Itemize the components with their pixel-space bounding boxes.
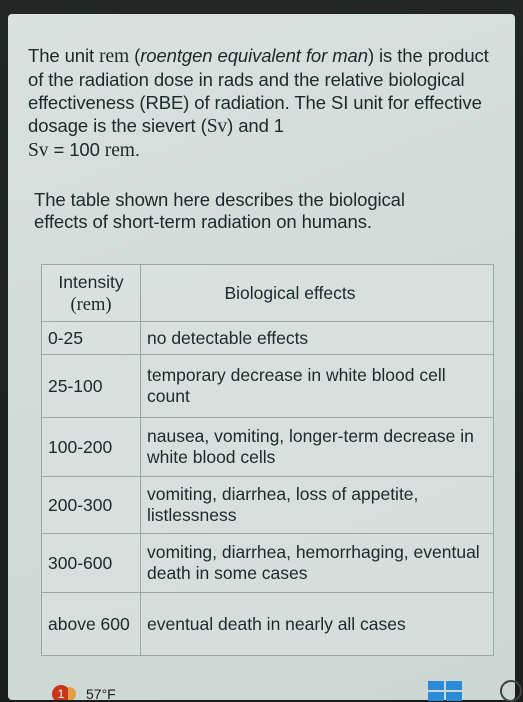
effects-header: Biological effects: [141, 265, 494, 322]
range-cell: 100-200: [42, 418, 141, 477]
intro-text: (: [129, 45, 141, 66]
table-header-row: [42, 265, 494, 322]
table-row: [42, 355, 494, 418]
radiation-effects-table: [41, 264, 494, 656]
table-row: [42, 593, 494, 656]
table-row: [42, 322, 494, 355]
range-cell: 300-600: [42, 534, 141, 593]
taskbar-weather[interactable]: [52, 683, 116, 700]
rem-term: rem: [104, 140, 135, 161]
windows-logo-pane: [446, 681, 462, 690]
temperature-label: 57°F: [86, 686, 116, 700]
search-icon[interactable]: [500, 680, 522, 702]
table-row: [42, 477, 494, 534]
weather-sun-icon: [68, 687, 76, 700]
question-content: [28, 44, 498, 634]
sv-term: Sv: [28, 140, 49, 161]
range-cell: 25-100: [42, 355, 141, 418]
intensity-header-unit: (rem): [70, 294, 112, 315]
intro-text: ) and 1: [227, 115, 284, 136]
effect-cell: vomiting, diarrhea, hemorrhaging, eventual death in some cases: [141, 534, 494, 593]
effect-cell: eventual death in nearly all cases: [141, 593, 494, 656]
intro-text: roentgen equivalent for: [140, 45, 333, 66]
effect-cell: vomiting, diarrhea, loss of appetite, listlessness: [141, 477, 494, 534]
intro-text: .: [134, 139, 140, 160]
table-row: [42, 534, 494, 593]
screen: [8, 14, 515, 700]
range-cell: 200-300: [42, 477, 141, 534]
intro-text: The unit: [28, 45, 100, 66]
table-row: [42, 418, 494, 477]
intensity-header: [42, 265, 141, 322]
intro-text: ) is the product of the radiation dose in rads and the relative biological effectiveness (RBE) of radiation. The SI unit for effective dosage is the sievert (: [28, 45, 489, 136]
rem-term: rem: [99, 46, 130, 67]
windows-logo-pane: [428, 681, 444, 690]
intro-text: = 100: [48, 139, 105, 160]
effect-cell: no detectable effects: [141, 322, 494, 355]
effect-cell: nausea, vomiting, longer-term decrease in white blood cells: [141, 418, 494, 477]
notification-badge: 1: [52, 685, 70, 700]
windows-logo-icon[interactable]: [428, 681, 462, 701]
sv-term: Sv: [206, 116, 228, 137]
range-cell: above 600: [42, 593, 141, 656]
effect-cell: temporary decrease in white blood cell count: [141, 355, 494, 418]
intensity-header-label: Intensity: [58, 271, 124, 292]
man-term: man: [332, 45, 368, 66]
range-cell: 0-25: [42, 322, 141, 355]
table-intro-paragraph: The table shown here describes the biological effects of short-term radiation on humans.: [34, 189, 405, 232]
intro-paragraph: [28, 44, 498, 162]
